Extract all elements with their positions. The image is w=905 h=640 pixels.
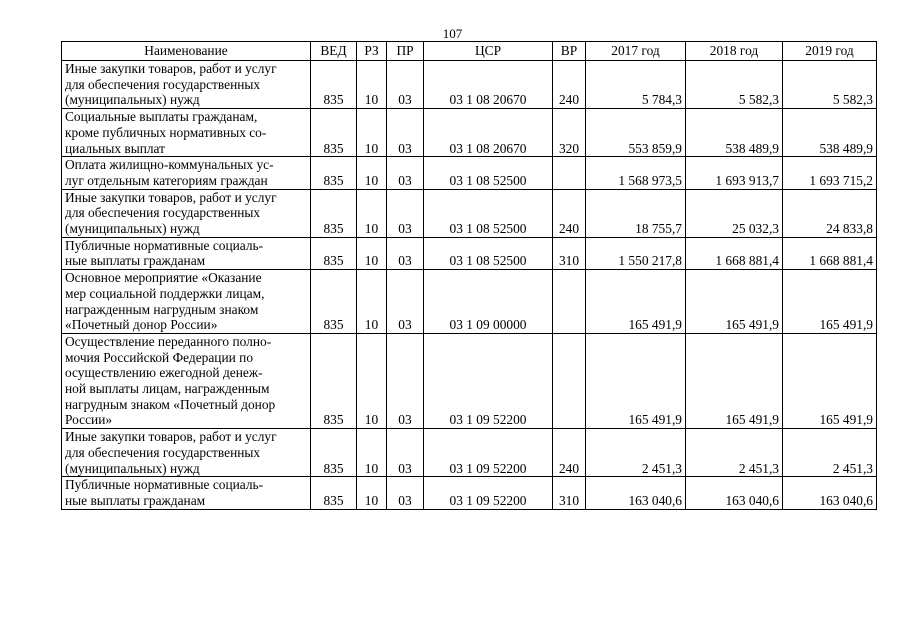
table-row xyxy=(62,109,877,157)
table-row xyxy=(62,429,877,477)
cell-2018: 165 491,9 xyxy=(686,270,783,334)
cell-name-line: для обеспечения государственных xyxy=(65,444,261,460)
cell-pr: 03 xyxy=(387,237,424,269)
cell-2018: 2 451,3 xyxy=(686,429,783,477)
cell-name-line: для обеспечения государственных xyxy=(65,76,261,92)
cell-name xyxy=(62,333,311,428)
cell-name xyxy=(62,157,311,189)
cell-rz: 10 xyxy=(357,189,387,237)
cell-csr: 03 1 09 00000 xyxy=(424,270,553,334)
table-row xyxy=(62,333,877,428)
cell-2019: 165 491,9 xyxy=(783,333,877,428)
cell-ved: 835 xyxy=(311,61,357,109)
cell-csr: 03 1 08 52500 xyxy=(424,237,553,269)
cell-2018: 165 491,9 xyxy=(686,333,783,428)
column-header-name: Наименование xyxy=(62,42,311,61)
cell-csr: 03 1 09 52200 xyxy=(424,333,553,428)
cell-ved: 835 xyxy=(311,270,357,334)
column-header-vr: ВР xyxy=(553,42,586,61)
column-header-pr: ПР xyxy=(387,42,424,61)
table-row xyxy=(62,189,877,237)
column-header-ved: ВЕД xyxy=(311,42,357,61)
cell-rz: 10 xyxy=(357,333,387,428)
cell-pr: 03 xyxy=(387,270,424,334)
cell-pr: 03 xyxy=(387,477,424,509)
table-body xyxy=(62,61,877,510)
table-row xyxy=(62,237,877,269)
cell-ved: 835 xyxy=(311,157,357,189)
cell-pr: 03 xyxy=(387,189,424,237)
table-row xyxy=(62,157,877,189)
cell-vr xyxy=(553,270,586,334)
page-number: 107 xyxy=(442,26,463,41)
column-header-2017: 2017 год xyxy=(586,42,686,61)
cell-name xyxy=(62,189,311,237)
cell-name xyxy=(62,61,311,109)
cell-name-line: циальных выплат xyxy=(65,140,166,156)
cell-rz: 10 xyxy=(357,429,387,477)
cell-2019: 24 833,8 xyxy=(783,189,877,237)
cell-vr xyxy=(553,157,586,189)
cell-ved: 835 xyxy=(311,109,357,157)
cell-name-line: кроме публичных нормативных со- xyxy=(65,124,267,140)
cell-name-line: России» xyxy=(65,412,113,428)
cell-rz: 10 xyxy=(357,61,387,109)
cell-rz: 10 xyxy=(357,270,387,334)
cell-name-line: Иные закупки товаров, работ и услуг xyxy=(65,189,277,205)
cell-2017: 165 491,9 xyxy=(586,270,686,334)
column-header-2018: 2018 год xyxy=(686,42,783,61)
cell-ved: 835 xyxy=(311,333,357,428)
cell-name-line: для обеспечения государственных xyxy=(65,205,261,221)
cell-name-line: (муниципальных) нужд xyxy=(65,221,200,237)
cell-name xyxy=(62,429,311,477)
cell-vr: 240 xyxy=(553,429,586,477)
cell-name-line: мер социальной поддержки лицам, xyxy=(65,285,265,301)
cell-csr: 03 1 08 20670 xyxy=(424,109,553,157)
cell-vr: 310 xyxy=(553,237,586,269)
cell-name-line: Иные закупки товаров, работ и услуг xyxy=(65,429,277,445)
cell-name-line: Основное мероприятие «Оказание xyxy=(65,270,262,286)
cell-ved: 835 xyxy=(311,189,357,237)
cell-name xyxy=(62,477,311,509)
table-row xyxy=(62,61,877,109)
cell-name-line: Иные закупки товаров, работ и услуг xyxy=(65,61,277,76)
cell-name-line: Осуществление переданного полно- xyxy=(65,333,272,349)
cell-pr: 03 xyxy=(387,61,424,109)
cell-rz: 10 xyxy=(357,237,387,269)
cell-pr: 03 xyxy=(387,157,424,189)
column-header-rz: РЗ xyxy=(357,42,387,61)
cell-pr: 03 xyxy=(387,429,424,477)
cell-name-line: ной выплаты лицам, награжденным xyxy=(65,381,270,397)
cell-name-line: Оплата жилищно-коммунальных ус- xyxy=(65,157,274,173)
cell-2017: 18 755,7 xyxy=(586,189,686,237)
table-header-row xyxy=(62,42,877,61)
cell-vr: 240 xyxy=(553,61,586,109)
cell-2019: 163 040,6 xyxy=(783,477,877,509)
cell-csr: 03 1 09 52200 xyxy=(424,429,553,477)
cell-name-line: луг отдельным категориям граждан xyxy=(65,172,268,188)
cell-csr: 03 1 09 52200 xyxy=(424,477,553,509)
cell-pr: 03 xyxy=(387,109,424,157)
cell-name-line: (муниципальных) нужд xyxy=(65,92,200,108)
cell-2018: 1 693 913,7 xyxy=(686,157,783,189)
cell-2017: 5 784,3 xyxy=(586,61,686,109)
cell-name-line: мочия Российской Федерации по xyxy=(65,349,254,365)
cell-rz: 10 xyxy=(357,157,387,189)
cell-name-line: ные выплаты гражданам xyxy=(65,492,206,508)
cell-2017: 1 568 973,5 xyxy=(586,157,686,189)
cell-pr: 03 xyxy=(387,333,424,428)
cell-name-line: (муниципальных) нужд xyxy=(65,460,200,476)
cell-2019: 538 489,9 xyxy=(783,109,877,157)
cell-2017: 165 491,9 xyxy=(586,333,686,428)
cell-name-line: нагрудным знаком «Почетный донор xyxy=(65,396,276,412)
column-header-2019: 2019 год xyxy=(783,42,877,61)
cell-csr: 03 1 08 52500 xyxy=(424,189,553,237)
column-header-csr: ЦСР xyxy=(424,42,553,61)
budget-table xyxy=(61,41,877,510)
cell-2019: 1 693 715,2 xyxy=(783,157,877,189)
table-row xyxy=(62,270,877,334)
cell-vr: 310 xyxy=(553,477,586,509)
cell-2018: 1 668 881,4 xyxy=(686,237,783,269)
cell-2019: 1 668 881,4 xyxy=(783,237,877,269)
cell-2017: 2 451,3 xyxy=(586,429,686,477)
cell-name-line: ные выплаты гражданам xyxy=(65,253,206,269)
cell-rz: 10 xyxy=(357,477,387,509)
cell-2017: 1 550 217,8 xyxy=(586,237,686,269)
cell-name xyxy=(62,270,311,334)
cell-rz: 10 xyxy=(357,109,387,157)
cell-name-line: Социальные выплаты гражданам, xyxy=(65,109,258,125)
cell-2018: 25 032,3 xyxy=(686,189,783,237)
cell-csr: 03 1 08 20670 xyxy=(424,61,553,109)
cell-name-line: Публичные нормативные социаль- xyxy=(65,237,264,253)
cell-name xyxy=(62,237,311,269)
cell-vr xyxy=(553,333,586,428)
cell-2017: 553 859,9 xyxy=(586,109,686,157)
cell-name-line: «Почетный донор России» xyxy=(65,317,218,333)
cell-2018: 163 040,6 xyxy=(686,477,783,509)
cell-name-line: Публичные нормативные социаль- xyxy=(65,477,264,493)
cell-2017: 163 040,6 xyxy=(586,477,686,509)
cell-ved: 835 xyxy=(311,237,357,269)
cell-name-line: осуществлению ежегодной денеж- xyxy=(65,365,263,381)
cell-ved: 835 xyxy=(311,477,357,509)
cell-2018: 538 489,9 xyxy=(686,109,783,157)
cell-csr: 03 1 08 52500 xyxy=(424,157,553,189)
cell-vr: 320 xyxy=(553,109,586,157)
cell-ved: 835 xyxy=(311,429,357,477)
cell-2019: 2 451,3 xyxy=(783,429,877,477)
cell-vr: 240 xyxy=(553,189,586,237)
table-row xyxy=(62,477,877,509)
cell-2019: 5 582,3 xyxy=(783,61,877,109)
cell-2019: 165 491,9 xyxy=(783,270,877,334)
cell-name-line: награжденным нагрудным знаком xyxy=(65,301,259,317)
cell-name xyxy=(62,109,311,157)
cell-2018: 5 582,3 xyxy=(686,61,783,109)
